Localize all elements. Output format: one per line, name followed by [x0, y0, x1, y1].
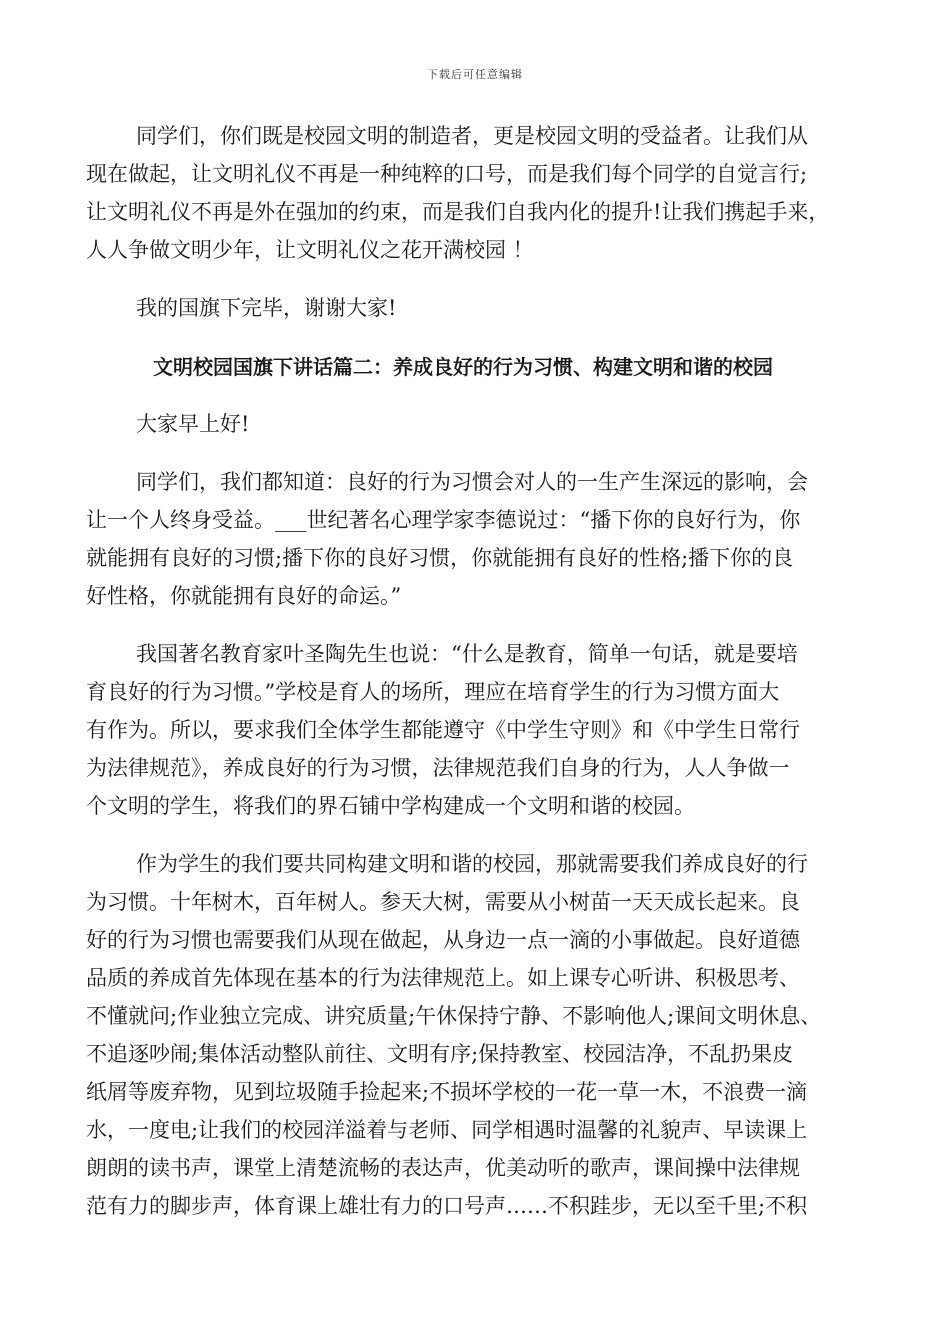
paragraph-line: 让文明礼仪不再是外在强加的约束，而是我们自我内化的提升!让我们携起手来，: [86, 200, 830, 224]
paragraph-line: 育良好的行为习惯。”学校是育人的场所，理应在培育学生的行为习惯方面大: [86, 680, 780, 704]
paragraph-line: 范有力的脚步声，体育课上雄壮有力的口号声……不积跬步，无以至千里;不积: [86, 1194, 808, 1218]
paragraph-line: 就能拥有良好的习惯;播下你的良好习惯，你就能拥有良好的性格;播下你的良: [86, 546, 794, 570]
paragraph-line: 为习惯。十年树木，百年树人。参天大树，需要从小树苗一天天成长起来。良: [86, 890, 800, 914]
paragraph-line: 作为学生的我们要共同构建文明和谐的校园，那就需要我们养成良好的行: [136, 852, 808, 876]
greeting-line: 大家早上好!: [136, 412, 250, 436]
paragraph-line: 为法律规范》，养成良好的行为习惯，法律规范我们自身的行为，人人争做一: [86, 756, 790, 780]
paragraph-line: 水，一度电;让我们的校园洋溢着与老师、同学相遇时温馨的礼貌声、早读课上: [86, 1118, 808, 1142]
section-heading: 文明校园国旗下讲话篇二：养成良好的行为习惯、构建文明和谐的校园: [153, 355, 773, 379]
paragraph-line: 个文明的学生，将我们的界石铺中学构建成一个文明和谐的校园。: [86, 794, 695, 818]
paragraph-line: 同学们，你们既是校园文明的制造者，更是校园文明的受益者。让我们从: [136, 124, 808, 148]
paragraph-line: 人人争做文明少年，让文明礼仪之花开满校园 ！: [86, 238, 534, 262]
header-note: 下载后可任意编辑: [427, 68, 523, 81]
paragraph-line: 纸屑等废弃物，见到垃圾随手捡起来;不损坏学校的一花一草一木，不浪费一滴: [86, 1080, 808, 1104]
paragraph-line: 让一个人终身受益。___世纪著名心理学家李德说过：“播下你的良好行为，你: [86, 508, 801, 532]
paragraph-line: 好的行为习惯也需要我们从现在做起，从身边一点一滴的小事做起。良好道德: [86, 928, 800, 952]
paragraph-line: 品质的养成首先体现在基本的行为法律规范上。如上课专心听讲、积极思考、: [86, 966, 800, 990]
paragraph-line: 好性格，你就能拥有良好的命运。”: [86, 584, 402, 608]
paragraph-line: 我国著名教育家叶圣陶先生也说：“什么是教育，简单一句话，就是要培: [136, 642, 798, 666]
closing-line: 我的国旗下完毕，谢谢大家!: [136, 296, 397, 320]
paragraph-line: 不懂就问;作业独立完成、讲究质量;午休保持宁静、不影响他人;课间文明休息、: [86, 1004, 822, 1028]
paragraph-line: 现在做起，让文明礼仪不再是一种纯粹的口号，而是我们每个同学的自觉言行;: [86, 162, 808, 186]
paragraph-line: 同学们，我们都知道：良好的行为习惯会对人的一生产生深远的影响，会: [136, 470, 808, 494]
paragraph-line: 朗朗的读书声，课堂上清楚流畅的表达声，优美动听的歌声，课间操中法律规: [86, 1156, 800, 1180]
paragraph-line: 不追逐吵闹;集体活动整队前往、文明有序;保持教室、校园洁净，不乱扔果皮: [86, 1042, 794, 1066]
paragraph-line: 有作为。所以，要求我们全体学生都能遵守《中学生守则》和《中学生日常行: [86, 718, 800, 742]
